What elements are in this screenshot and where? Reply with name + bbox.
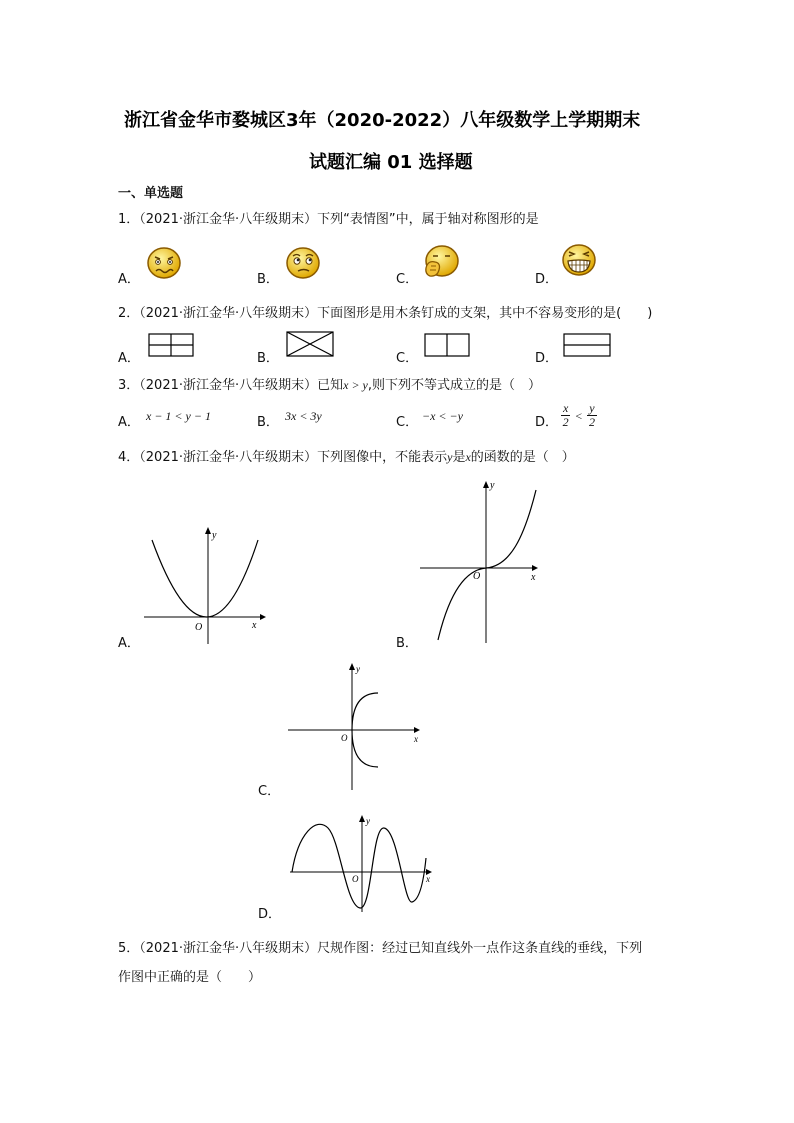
- q4-text-before: 4．（2021·浙江金华·八年级期末）下列图像中，不能表示: [118, 450, 448, 465]
- title-line-1: 浙江省金华市婺城区3年（2020-2022）八年级数学上学期期末: [124, 110, 641, 131]
- graph-d-y-label: y: [366, 816, 370, 826]
- q4-text-mid: 是: [452, 450, 466, 465]
- graph-a-parabola: [140, 522, 270, 647]
- d-frac-op: <: [575, 409, 583, 423]
- q1-option-a-label: A．: [118, 272, 140, 287]
- q4-var-y: y: [447, 450, 453, 464]
- graph-a-y-label: y: [212, 530, 217, 541]
- d-frac-den-right: 2: [588, 415, 595, 429]
- question-4-text: [118, 446, 575, 465]
- q3-option-d-expr: [561, 402, 597, 429]
- q3-text-after: ,则下列不等式成立的是（ ）: [367, 378, 542, 393]
- q3-option-a-expr: x − 1 < y − 1: [146, 409, 211, 423]
- q3-option-c-label: C．: [396, 415, 419, 430]
- q2-option-c-label: C．: [396, 351, 419, 366]
- frame-vertical-bar-figure: [424, 333, 470, 357]
- question-2-text: 2．（2021·浙江金华·八年级期末）下面图形是用木条钉成的支架，其中不容易变形的是( ): [118, 306, 653, 321]
- d-frac-den-left: 2: [562, 415, 569, 429]
- worried-face-icon: [146, 246, 182, 280]
- graph-d-x-label: x: [426, 874, 430, 884]
- q4-option-a-label: A．: [118, 636, 140, 651]
- question-1-text: 1．（2021·浙江金华·八年级期末）下列“表情图”中，属于轴对称图形的是: [118, 212, 539, 227]
- q2-option-d-label: D．: [535, 351, 559, 366]
- q4-var-x: x: [465, 450, 471, 464]
- question-3-text: [118, 374, 541, 393]
- q4-option-b-label: B．: [396, 636, 418, 651]
- question-5-line-2: 作图中正确的是（ ）: [118, 970, 262, 985]
- section-heading: 一、单选题: [118, 186, 184, 201]
- q3-option-a-label: A．: [118, 415, 140, 430]
- graph-c-sideways-parabola: [286, 660, 428, 792]
- q2-option-a-label: A．: [118, 351, 140, 366]
- graph-c-x-label: x: [414, 734, 418, 744]
- q3-text-before: 3．（2021·浙江金华·八年级期末）已知: [118, 378, 344, 393]
- d-frac-num-right: y: [589, 401, 595, 415]
- graph-b-cubic: [418, 478, 548, 646]
- graph-a-x-label: x: [252, 620, 257, 631]
- graph-d-origin-label: O: [352, 874, 359, 884]
- graph-d-sine: [288, 814, 434, 914]
- graph-b-y-label: y: [490, 480, 495, 491]
- q1-option-b-label: B．: [257, 272, 279, 287]
- q2-option-b-label: B．: [257, 351, 279, 366]
- q3-option-c-expr: −x < −y: [422, 409, 463, 423]
- graph-c-origin-label: O: [341, 733, 348, 743]
- q3-option-b-label: B．: [257, 415, 279, 430]
- frame-horizontal-bar-figure: [563, 333, 611, 357]
- q1-option-d-label: D．: [535, 272, 559, 287]
- q4-option-c-label: C．: [258, 784, 281, 799]
- grinning-face-icon: [561, 243, 597, 277]
- q3-option-b-expr: 3x < 3y: [285, 409, 322, 423]
- q4-option-d-label: D．: [258, 907, 282, 922]
- frame-diagonals-figure: [286, 331, 334, 357]
- title-line-2: 试题汇编 01 选择题: [309, 152, 473, 173]
- q4-text-after: 的函数的是（ ）: [470, 450, 575, 465]
- graph-c-y-label: y: [356, 664, 360, 674]
- hand-on-face-icon: [422, 244, 460, 280]
- q1-option-c-label: C．: [396, 272, 419, 287]
- d-frac-num-left: x: [563, 401, 569, 415]
- question-5-line-1: 5．（2021·浙江金华·八年级期末）尺规作图：经过已知直线外一点作这条直线的垂线，下列: [118, 941, 643, 956]
- thinking-face-icon: [285, 246, 321, 280]
- frame-cross-figure: [148, 333, 194, 357]
- graph-b-x-label: x: [531, 572, 536, 583]
- q3-option-d-label: D．: [535, 415, 559, 430]
- graph-b-origin-label: O: [473, 571, 481, 582]
- graph-a-origin-label: O: [195, 622, 203, 633]
- q3-condition: x > y: [343, 378, 368, 392]
